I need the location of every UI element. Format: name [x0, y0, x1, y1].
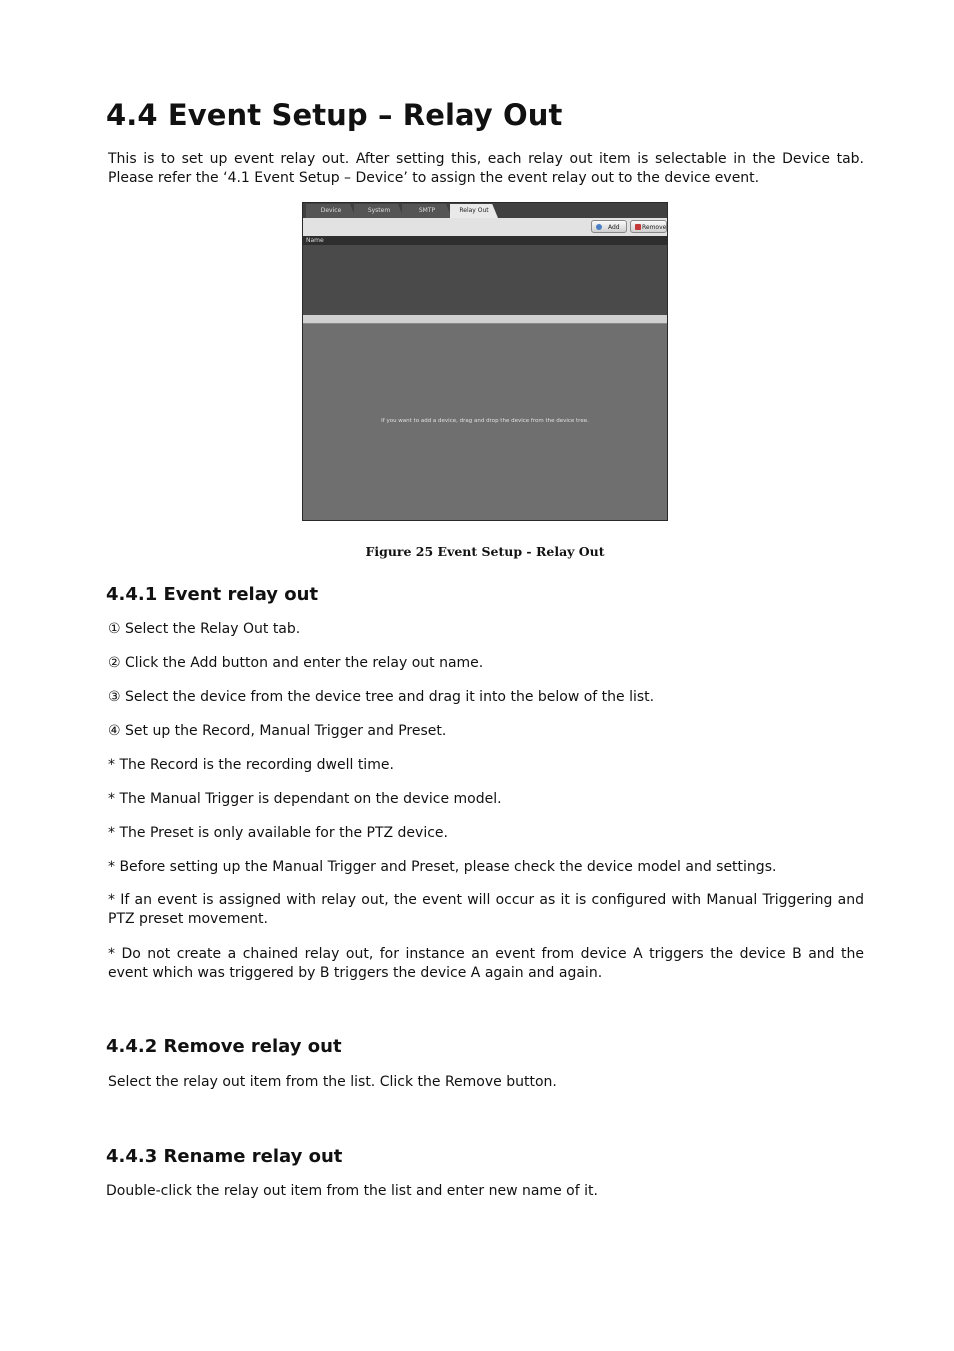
page-title: 4.4 Event Setup – Relay Out	[106, 98, 563, 132]
section-title-remove-relay-out: 4.4.2 Remove relay out	[106, 1036, 342, 1057]
toolbar	[303, 218, 667, 236]
section-body: Select the relay out item from the list. Click the Remove button.	[108, 1074, 557, 1090]
step-item: ④ Set up the Record, Manual Trigger and Preset.	[108, 723, 447, 739]
relay-out-list[interactable]	[303, 245, 667, 315]
add-button[interactable]: Add	[591, 220, 627, 233]
step-item: ③ Select the device from the device tree and drag it into the below of the list.	[108, 689, 655, 705]
section-title-rename-relay-out: 4.4.3 Rename relay out	[106, 1146, 343, 1167]
section-title-event-relay-out: 4.4.1 Event relay out	[106, 584, 319, 605]
remove-button[interactable]: Remove	[630, 220, 667, 233]
step-item: ② Click the Add button and enter the relay out name.	[108, 655, 484, 671]
list-column-header: Name	[303, 236, 667, 245]
device-drop-area[interactable]	[303, 323, 667, 521]
add-icon	[596, 224, 602, 230]
tab-relay-out[interactable]: Relay Out	[450, 204, 498, 218]
drop-hint: If you want to add a device, drag and drop the device from the device tree.	[381, 418, 589, 424]
intro-paragraph: This is to set up event relay out. After setting this, each relay out item is selectable in the Device tab. Please refer the ‘4.1 Event Setup – Device’ to assign the event relay out to the device event.	[108, 151, 864, 186]
note-item: * If an event is assigned with relay out, the event will occur as it is configured with Manual Triggering and PTZ preset movement.	[108, 892, 864, 927]
relay-out-screenshot	[302, 202, 668, 521]
remove-icon	[635, 224, 641, 230]
tab-bar	[303, 203, 667, 218]
tab-system[interactable]: System	[354, 204, 404, 218]
step-item: ① Select the Relay Out tab.	[108, 621, 301, 637]
note-item: * The Manual Trigger is dependant on the device model.	[108, 791, 502, 807]
figure-caption: Figure 25 Event Setup - Relay Out	[365, 544, 605, 559]
splitter[interactable]	[303, 315, 667, 323]
note-item: * The Record is the recording dwell time.	[108, 757, 394, 773]
tab-device[interactable]: Device	[306, 204, 356, 218]
tab-smtp[interactable]: SMTP	[402, 204, 452, 218]
section-body: Double-click the relay out item from the list and enter new name of it.	[106, 1183, 598, 1199]
note-item: * Do not create a chained relay out, for instance an event from device A triggers the device B and the event which was triggered by B triggers the device A again and again.	[108, 946, 864, 981]
note-item: * Before setting up the Manual Trigger and Preset, please check the device model and settings.	[108, 859, 777, 875]
note-item: * The Preset is only available for the PTZ device.	[108, 825, 448, 841]
